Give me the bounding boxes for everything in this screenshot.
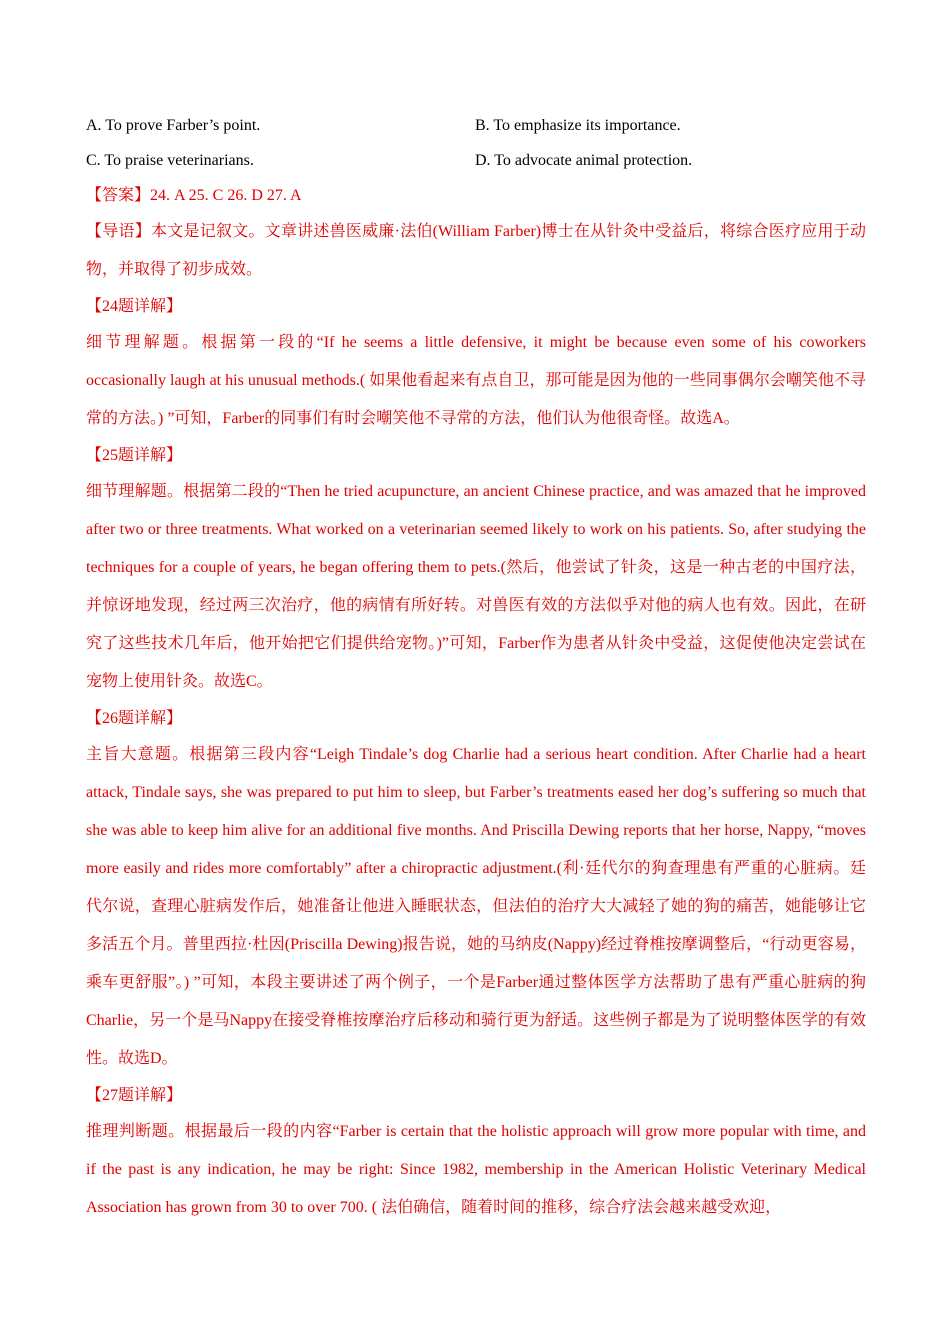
section-body-24: 细节理解题。根据第一段的“If he seems a little defensive, it might be because even some of his coworkers occasionally laugh at his unusual methods.( 如果他看起来有点自卫，那可能是因为他的一些同事偶尔会嘲笑他不寻常的方法。) ”可知，Farber的同事们有时会嘲笑他不寻常的方法，他们认为他很奇怪。故选A。 (86, 334, 866, 427)
option-c: C. To praise veterinarians. (86, 152, 254, 169)
options-row-2 (86, 143, 866, 178)
section-heading-26: 【26题详解】 (86, 710, 183, 727)
option-d: D. To advocate animal protection. (475, 152, 693, 169)
section-body-26: 主旨大意题。根据第三段内容“Leigh Tindale’s dog Charlie had a serious heart condition. After Charlie had a heart attack, Tindale says, she was prepared to put him to sleep, but Farber’s treatments eased her dog’s suffering so much that she was able to keep him alive for an additional five months. And Priscilla Dewing reports that her horse, Nappy, “moves more easily and rides more comfortably” after a chiropractic adjustment.(利·廷代尔的狗查理患有严重的心脏病。廷代尔说，查理心脏病发作后，她准备让他进入睡眠状态，但法伯的治疗大大减轻了她的狗的痛苦，她能够让它多活五个月。普里西拉·杜因(Priscilla Dewing)报告说，她的马纳皮(Nappy)经过脊椎按摩调整后，“行动更容易，乘车更舒服”。) ”可知，本段主要讲述了两个例子，一个是Farber通过整体医学方法帮助了患有严重心脏病的狗Charlie，另一个是马Nappy在接受脊椎按摩治疗后移动和骑行更为舒适。这些例子都是为了说明整体医学的有效性。故选D。 (86, 746, 866, 1067)
guide-paragraph: 【导语】本文是记叙文。文章讲述兽医威廉·法伯(William Farber)博士在从针灸中受益后，将综合医疗应用于动物，并取得了初步成效。 (86, 223, 866, 278)
section-heading-27: 【27题详解】 (86, 1087, 183, 1104)
option-b: B. To emphasize its importance. (475, 117, 681, 134)
section-heading-24: 【24题详解】 (86, 298, 183, 315)
answer-line: 【答案】24. A 25. C 26. D 27. A (86, 187, 302, 204)
section-body-25: 细节理解题。根据第二段的“Then he tried acupuncture, an ancient Chinese practice, and was amazed that he improved after two or three treatments. What worked on a veterinarian seemed likely to work on his patients. So, after studying the techniques for a couple of years, he began offering them to pets.(然后，他尝试了针灸，这是一种古老的中国疗法，并惊讶地发现，经过两三次治疗，他的病情有所好转。对兽医有效的方法似乎对他的病人也有效。因此，在研究了这些技术几年后，他开始把它们提供给宠物。)”可知，Farber作为患者从针灸中受益，这促使他决定尝试在宠物上使用针灸。故选C。 (86, 483, 866, 690)
option-a: A. To prove Farber’s point. (86, 117, 261, 134)
document-page (86, 108, 866, 1227)
section-body-27: 推理判断题。根据最后一段的内容“Farber is certain that the holistic approach will grow more popular with time, and if the past is any indication, he may be right: Since 1982, membership in the American Holistic Veterinary Medical Association has grown from 30 to over 700. ( 法伯确信，随着时间的推移，综合疗法会越来越受欢迎， (86, 1123, 866, 1216)
section-heading-25: 【25题详解】 (86, 447, 183, 464)
options-row-1 (86, 108, 866, 143)
